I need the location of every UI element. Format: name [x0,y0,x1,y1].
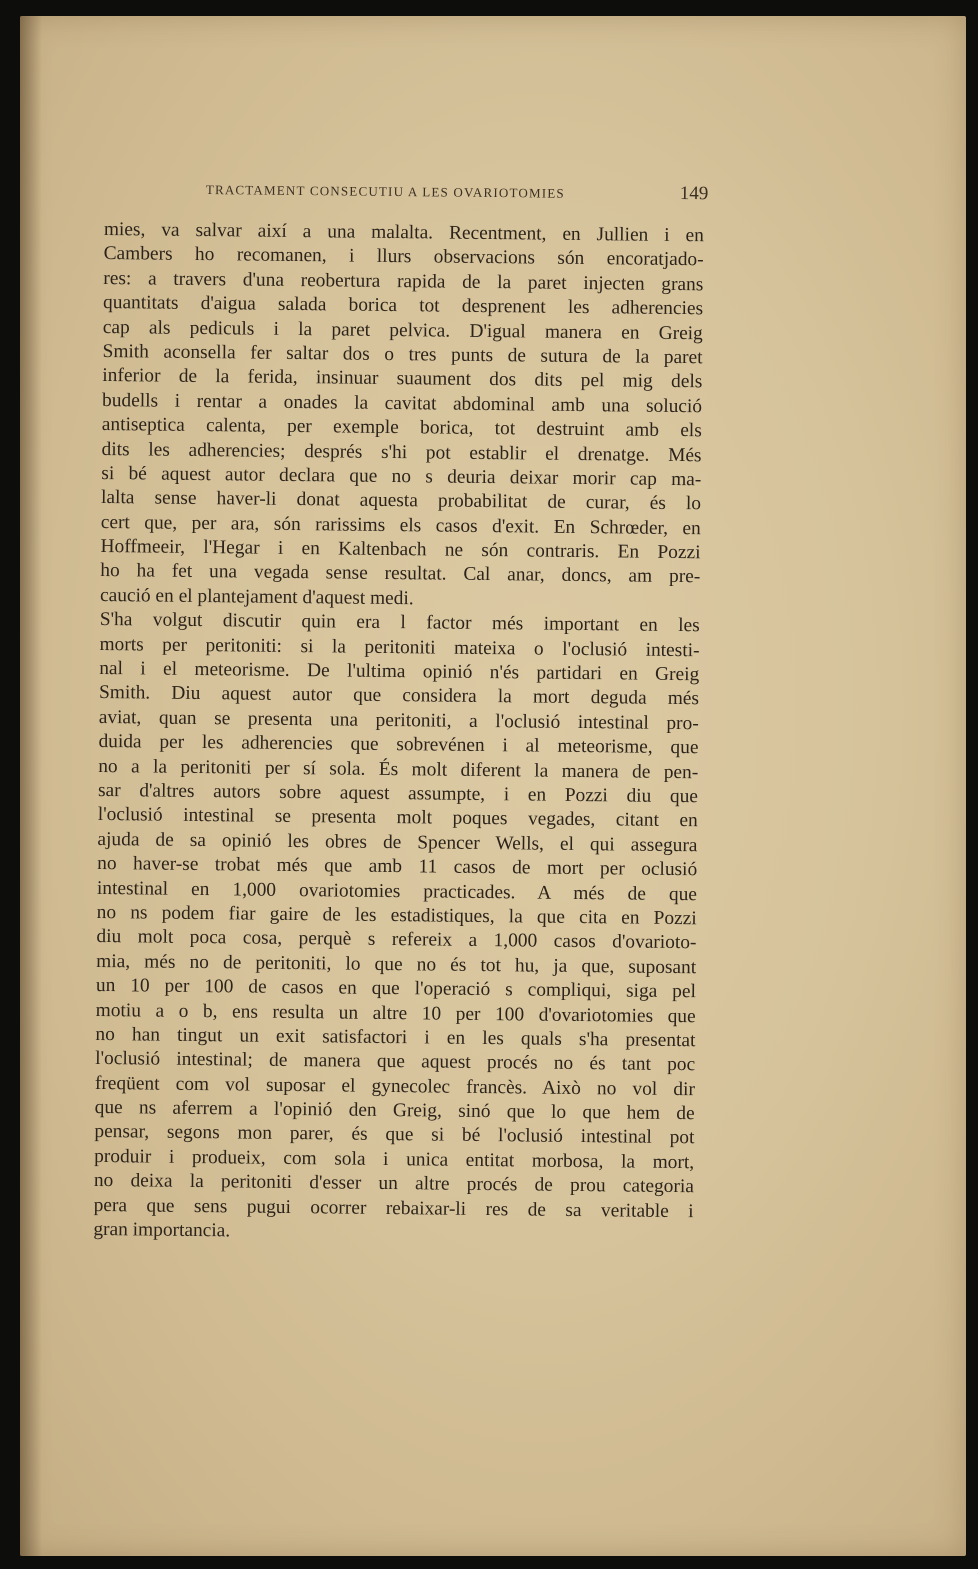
text-line: aviat, quan se presenta una peritoniti, a l'oclusió intestinal pro- [98,706,699,735]
text-line: morts per peritoniti: si la peritoniti mateixa o l'oclusió intesti- [99,633,700,661]
page-gutter-shadow [20,16,42,1556]
text-line: no deixa la peritoniti d'esser un altre procés de prou categoria [93,1170,694,1198]
text-line: motiu a o b, ens resulta un altre 10 per 100 d'ovariotomies que [95,999,696,1027]
text-line: un 10 per 100 de casos en que l'operació s compliqui, siga pel [95,975,697,1003]
text-line: mia, més no de peritoniti, lo que no és tot hu, ja que, suposant [96,950,697,978]
text-line: no han tingut un exit satisfactori i en les quals s'ha presentat [95,1023,696,1052]
text-line: Cambers ho recomanen, i llurs observacions són encoratjado- [103,243,704,271]
text-line: gran importancia. [93,1218,231,1242]
text-line: nal i el meteorisme. De l'ultima opinió n'és partidari en Greig [99,658,700,686]
body-text [93,218,704,1249]
text-line: mies, va salvar així a una malalta. Recentment, en Jullien i en [103,218,704,247]
text-line: l'oclusió intestinal se presenta molt poques vegades, citant en [97,804,698,832]
text-line: dits les adherencies; després s'hi pot establir el drenatge. Més [101,438,702,466]
text-line: Smith. Diu aquest autor que considera la mort deguda més [98,682,700,710]
text-line: no a la peritoniti per sí sola. És molt diferent la manera de pen- [98,755,699,783]
text-line: produir i produeix, com sola i unica entitat morbosa, la mort, [94,1145,695,1174]
text-line: Smith aconsella fer saltar dos o tres punts de sutura de la paret [102,340,703,369]
text-line: pera que sens pugui ocorrer rebaixar-li res de sa veritable i [93,1194,694,1222]
text-line: ho ha fet una vegada sense resultat. Cal anar, doncs, am pre- [100,560,701,588]
text-line: antiseptica calenta, per exemple borica, tot destruint amb els [101,414,702,442]
text-line: res: a travers d'una reobertura rapida de la paret injecten grans [103,267,704,296]
text-line: lalta sense haver-li donat aquesta probabilitat de curar, és lo [100,487,702,515]
text-line: no haver-se trobat més que amb 11 casos de mort per oclusió [97,853,698,881]
text-line: duida per les adherencies que sobrevénen i al meteorisme, que [98,731,699,759]
text-line: no ns podem fiar gaire de les estadistiques, la que cita en Pozzi [96,901,697,930]
text-line: si bé aquest autor declara que no s deuria deixar morir cap ma- [101,462,702,491]
text-line: l'oclusió intestinal; de manera que aquest procés no és tant poc [95,1048,696,1076]
running-title: TRACTAMENT CONSECUTIU A LES OVARIOTOMIES [205,181,565,201]
text-line: cert que, per ara, són rarissims els casos d'exit. En Schrœder, en [100,511,701,539]
text-line: inferior de la ferida, insinuar suaument dos dits pel mig dels [102,365,703,393]
text-line: diu molt poca cosa, perquè s refereix a 1,000 casos d'ovarioto- [96,926,697,954]
text-line: quantitats d'aigua salada borica tot desprenent les adherencies [103,292,704,320]
text-line: sar d'altres autors sobre aquest assumpte, i en Pozzi diu que [97,779,699,808]
text-line: budells i rentar a onades la cavitat abdominal amb una solució [101,389,703,418]
text-line: pensar, segons mon parer, és que si bé l'oclusió intestinal pot [94,1121,695,1149]
text-line: cap als pediculs i la paret pelvica. D'igual manera en Greig [102,316,703,344]
text-line: intestinal en 1,000 ovariotomies practicades. A més de que [96,877,698,905]
page-number: 149 [679,182,709,205]
text-line: freqüent com vol suposar el gynecolec francès. Això no vol dir [94,1072,696,1100]
text-line: que ns aferrem a l'opinió den Greig, sinó que lo que hem de [94,1097,695,1125]
text-line: Hoffmeeir, l'Hegar i en Kaltenbach ne són contraris. En Pozzi [100,536,701,564]
text-line: caució en el plantejament d'aquest medi. [99,584,414,610]
text-line: ajuda de sa opinió les obres de Spencer Wells, el qui assegura [97,828,698,857]
text-line: S'ha volgut discutir quin era l factor més important en les [99,609,700,637]
